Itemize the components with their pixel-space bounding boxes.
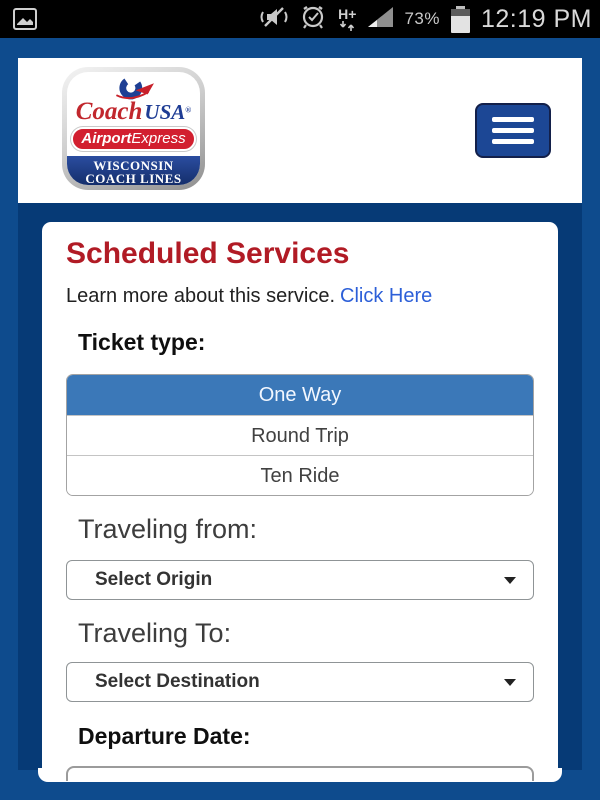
page-title: Scheduled Services xyxy=(66,237,350,270)
battery-icon xyxy=(451,6,470,33)
alarm-icon xyxy=(299,4,327,35)
scheduled-services-card xyxy=(42,222,558,781)
ticket-option-ten-ride[interactable]: Ten Ride xyxy=(67,455,533,495)
ticket-type-label: Ticket type: xyxy=(78,329,206,355)
click-here-link[interactable]: Click Here xyxy=(340,285,433,307)
app-header xyxy=(18,58,582,203)
ticket-type-group xyxy=(66,374,534,496)
traveling-to-label: Traveling To: xyxy=(78,618,232,648)
ticket-option-round-trip[interactable]: Round Trip xyxy=(67,415,533,455)
network-type-icon: H+ xyxy=(338,7,356,31)
airport-express-banner: AirportExpress xyxy=(71,127,196,151)
signal-icon xyxy=(367,7,393,32)
battery-percent: 73% xyxy=(404,9,440,28)
departure-date-label: Departure Date: xyxy=(78,723,251,749)
destination-select[interactable]: Select Destination xyxy=(66,662,534,702)
region-label: WISCONSIN COACH LINES xyxy=(67,154,200,185)
screenshot-icon xyxy=(12,7,38,36)
chevron-down-icon xyxy=(504,679,516,686)
clock: 12:19 PM xyxy=(480,4,592,33)
service-description: Learn more about this service. Click Here xyxy=(66,285,433,307)
coach-usa-emblem-icon xyxy=(106,76,162,100)
network-arrows-icon xyxy=(339,21,355,31)
brand-wordmark: CoachUSA® xyxy=(75,98,192,125)
ticket-option-one-way[interactable]: One Way xyxy=(67,375,533,415)
status-bar xyxy=(0,0,600,38)
chevron-down-icon xyxy=(504,577,516,584)
hamburger-menu-button[interactable] xyxy=(475,103,551,158)
traveling-from-label: Traveling from: xyxy=(78,514,258,544)
hamburger-icon xyxy=(492,117,534,122)
departure-date-input[interactable] xyxy=(66,766,534,781)
coach-usa-logo[interactable] xyxy=(62,67,205,190)
origin-select[interactable]: Select Origin xyxy=(66,560,534,600)
mute-vibrate-icon xyxy=(260,5,288,34)
